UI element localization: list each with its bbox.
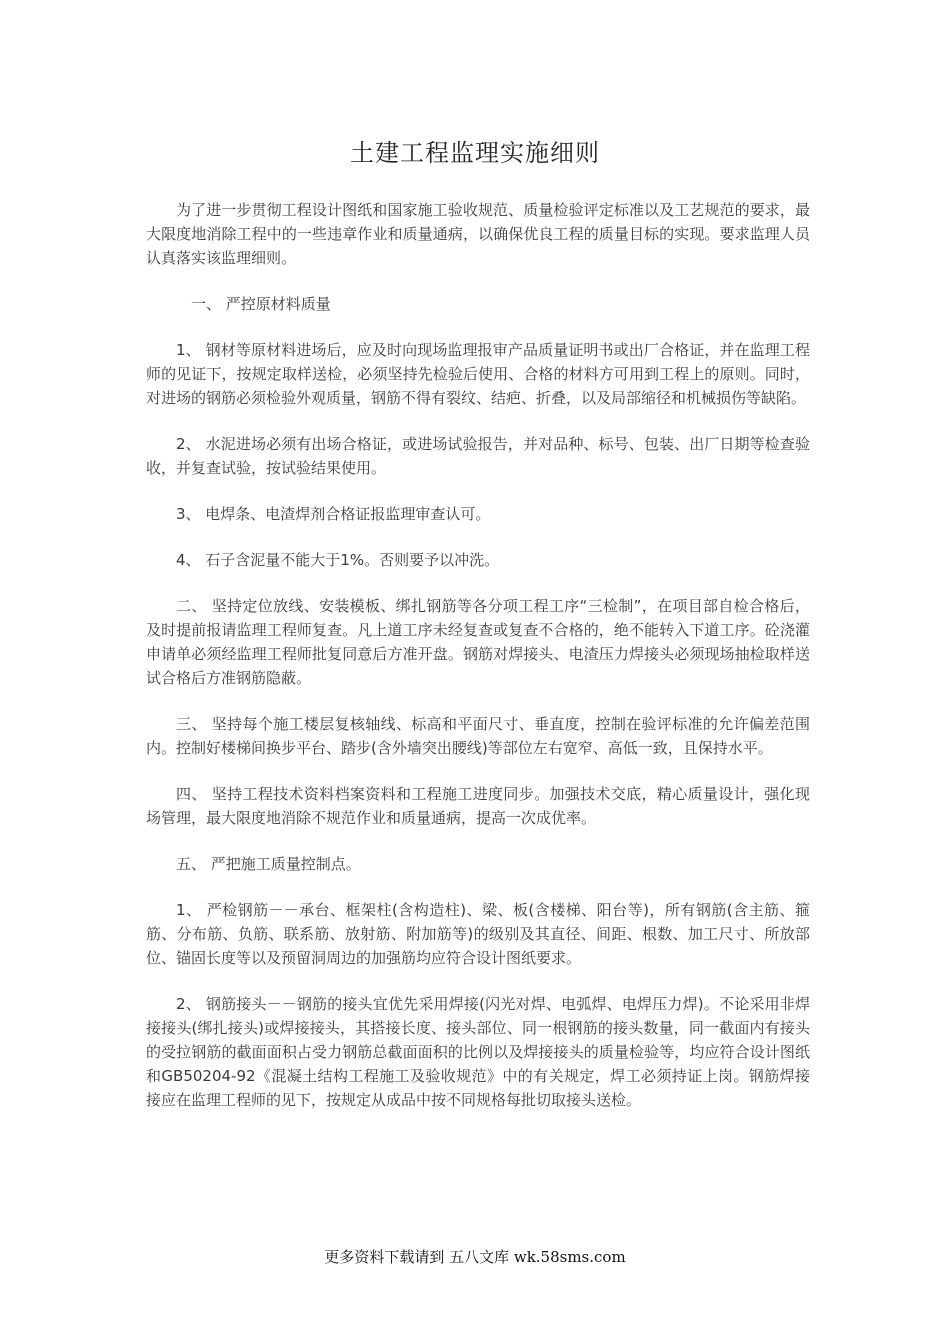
paragraph-1-1: 1、 钢材等原材料进场后，应及时向现场监理报审产品质量证明书或出厂合格证，并在监理工程师的见证下，按规定取样送检，必须坚持先检验后使用、合格的材料方可用到工程上的原则。同时，对进场的钢筋必须检验外观质量，钢筋不得有裂纹、结疤、折叠，以及局部缩径和机械损伤等缺陷。 xyxy=(146,341,810,407)
document-title: 土建工程监理实施细则 xyxy=(350,139,600,167)
document-body xyxy=(146,198,810,1134)
intro-paragraph: 为了进一步贯彻工程设计图纸和国家施工验收规范、质量检验评定标准以及工艺规范的要求，最大限度地消除工程中的一些违章作业和质量通病，以确保优良工程的质量目标的实现。要求监理人员认真落实该监理细则。 xyxy=(146,201,810,267)
paragraph-5-1: 1、 严检钢筋－－承台、框架柱(含构造柱)、梁、板(含楼梯、阳台等)，所有钢筋(含主筋、箍筋、分布筋、负筋、联系筋、放射筋、附加筋等)的级别及其直径、间距、根数、加工尺寸、所放部位、锚固长度等以及预留洞周边的加强筋均应符合设计图纸要求。 xyxy=(146,901,810,967)
paragraph-1-3: 3、 电焊条、电渣焊剂合格证报监理审查认可。 xyxy=(176,505,491,523)
section-heading-5: 五、 严把施工质量控制点。 xyxy=(176,855,361,873)
section-heading-1: 一、 严控原材料质量 xyxy=(191,295,331,313)
footer-link-text: 更多资料下载请到 五八文库 wk.58sms.com xyxy=(324,1248,626,1266)
section-2-paragraph: 二、 坚持定位放线、安装模板、绑扎钢筋等各分项工程工序“三检制”，在项目部自检合格后，及时提前报请监理工程师复查。凡上道工序未经复查或复查不合格的，绝不能转入下道工序。砼浇灌申请单必须经监理工程师批复同意后方准开盘。钢筋对焊接头、电渣压力焊接头必须现场抽检取样送试合格后方准钢筋隐蔽。 xyxy=(146,597,810,687)
paragraph-5-2: 2、 钢筋接头－－钢筋的接头宜优先采用焊接(闪光对焊、电弧焊、电焊压力焊)。不论采用非焊接接头(绑扎接头)或焊接接头，其搭接长度、接头部位、同一根钢筋的接头数量，同一截面内有接头的受拉钢筋的截面面积占受力钢筋总截面面积的比例以及焊接接头的质量检验等，均应符合设计图纸和GB50204-92《混凝土结构工程施工及验收规范》中的有关规定，焊工必须持证上岗。钢筋焊接接应在监理工程师的见下，按规定从成品中按不同规格每批切取接头送检。 xyxy=(146,995,810,1109)
section-4-paragraph: 四、 坚持工程技术资料档案资料和工程施工进度同步。加强技术交底，精心质量设计，强化现场管理，最大限度地消除不规范作业和质量通病，提高一次成优率。 xyxy=(146,785,810,827)
paragraph-1-4: 4、 石子含泥量不能大于1%。否则要予以冲洗。 xyxy=(176,551,500,569)
paragraph-1-2: 2、 水泥进场必须有出场合格证，或进场试验报告，并对品种、标号、包装、出厂日期等检查验收，并复查试验，按试验结果使用。 xyxy=(146,435,810,477)
section-3-paragraph: 三、 坚持每个施工楼层复核轴线、标高和平面尺寸、垂直度，控制在验评标准的允许偏差范围内。控制好楼梯间换步平台、踏步(含外墙突出腰线)等部位左右宽窄、高低一致，且保持水平。 xyxy=(146,715,810,757)
